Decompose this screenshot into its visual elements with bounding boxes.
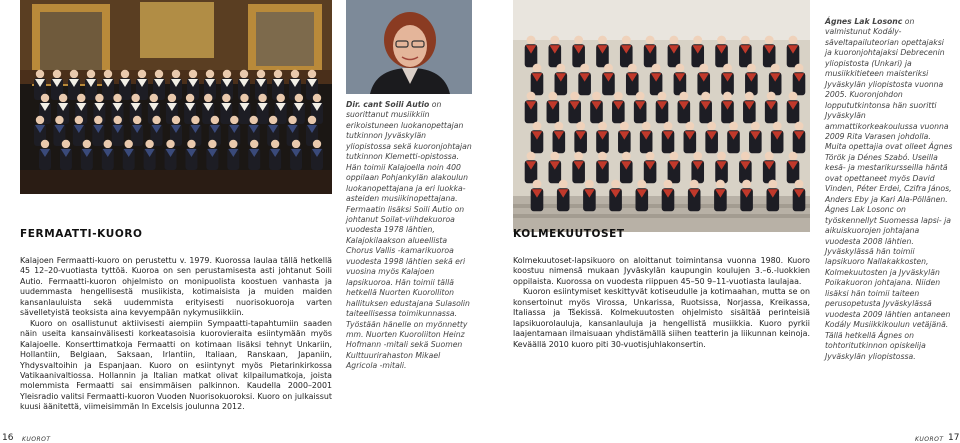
fermaatti-choir-image	[20, 0, 332, 194]
conductor-portrait-photo	[346, 0, 472, 94]
kolmekuutoset-article	[513, 256, 810, 350]
caption-lead-name: Ágnes Lak Losonc	[825, 17, 903, 26]
page-number-right: 17	[948, 433, 960, 443]
kolmekuutoset-paragraph-1: Kolmekuutoset-lapsikuoro on aloittanut toimintansa vuonna 1980. Kuoro koostuu nimensä mukaan Jyväskylän kaupungin koulujen 3.–6.-luokkien oppilaista. Kuorossa on vuodesta riippuen 45–50 9–11-vuotiasta laulajaa.	[513, 256, 810, 286]
kolmekuutoset-paragraph-2: Kuoron esiintymiset keskittyvät kotiseudulle ja kotimaahan, mutta se on konsertoinut myös Virossa, Unkarissa, Ruotsissa, Norjassa, Kreikassa, Italiassa ja Tšekissä. Kolmekuutosten ohjelmisto sisältää perinteisiä lapsikuorolauluja, kansanlauluja ja hengellistä musiikkia. Kuoro pyrkii laajentamaan ilmaisuaan yhdistämällä siihen teatterin ja liikunnan keinoja. Keväällä 2010 kuoro piti 30-vuotisjuhlakonsertin.	[513, 287, 810, 349]
caption-text: on valmistunut Kodály-säveltapailuteorian opettajaksi ja kuoronjohtajaksi Debrecenin yliopistosta (Unkari) ja musiikkitieteen maisteriksi Jyväskylän yliopistosta vuonna 2005. Kuoronjohdon loppututkintonsa hän suoritti Jyväskylän ammattikorkeakoulussa vuonna 2009 Rita Varasen johdolla. Muita opettajia ovat olleet Ágnes Török ja Dénes Szabó. Useilla kesä- ja mestarikursseilla häntä ovat opettaneet myös David Vinden, Péter Erdei, Czifra János, Anders Eby ja Kari Ala-Pöllänen. Ágnes Lak Losonc on työskennellyt Suomessa lapsi- ja aikuiskuorojen johtajana vuodesta 2008 lähtien. Jyväskylässä hän toimii lapsikuoro Nallakakkosten, Kolmekuutosten ja Jyväskylän Poikakuoron johtajana. Niiden lisäksi hän toimii taiteen perusopetusta Jyväskylässä vuodesta 2009 lähtien antaneen Kodály Musiikkikoulun vetäjänä. Tällä hetkellä Ágnes on tohtoritutkinnon opiskelija Jyväskylän yliopistossa.	[825, 17, 953, 361]
kolmekuutoset-choir-photo	[513, 0, 810, 232]
running-head-right: KUOROT	[915, 436, 944, 443]
caption-text: on suorittanut musiikkiin erikoistuneen luokanopettajan tutkinnon Jyväskylän yliopistossa sekä kuoronjohtajan tutkinnon Klemetti-opistossa. Hän toimii Kalajoella noin 400 oppilaan Pohjankylän alakoulun luokanopettajana ja eri luokka-asteiden musiikinopettajana. Fermaatin lisäksi Soili Autio on johtanut Soilat-viihdekuoroa vuodesta 1978 lähtien, Kalajokilaakson alueellista Chorus Vallis -kamarikuoroa vuodesta 1998 lähtien sekä eri vuosina myös Kalajoen lapsikuoroa. Hän toimii tällä hetkellä Nuorten Kuorolliton hallituksen edustajana Sulasolin taiteellisessa toimikunnassa. Työstään hänelle on myönnetty mm. Nuorten Kuoroliiton Heinz Hofmann -mitali sekä Suomen Kulttuurirahaston Mikael Agricola -mitali.	[346, 100, 472, 371]
right-page	[480, 0, 960, 443]
page-number-left: 16	[2, 433, 14, 443]
caption-lead-name: Dir. cant Soili Autio	[346, 100, 430, 109]
agnes-lak-losonc-caption	[825, 17, 953, 362]
fermaatti-article	[20, 256, 332, 413]
fermaatti-paragraph-2: Kuoro on osallistunut aktiivisesti aiempiin Sympaatti-tapahtumiin saaden näin useita kansainvälisesti korkeatasoisia kuorovieraita esiintymään myös Kalajoelle. Konserttimatkoja Fermaatti on kotimaan lisäksi tehnyt Unkariin, Hollantiin, Belgiaan, Saksaan, Irlantiin, Italiaan, Ranskaan, Japaniin, Yhdysvaltoihin ja Espanjaan. Kuoro on esiintynyt myös Pietarinkirkossa Vatikaanivaltiossa. Hollannin ja Italian matkat olivat kilpailumatkoja, joista molemmista Fermaatti sai ensimmäisen palkinnon. Kaudella 2000–2001 Yleisradio valitsi Fermaatti-kuoron Vuoden Nuorisokuoroksi. Kuoro on julkaissut kuusi äänitettä, viimeisimmän In Excelsis joulunna 2012.	[20, 318, 332, 412]
soili-autio-caption	[346, 100, 472, 372]
soili-autio-portrait	[346, 0, 472, 94]
running-head-left: KUOROT	[22, 436, 51, 443]
fermaatti-choir-photo	[20, 0, 332, 194]
kolmekuutoset-heading: KOLMEKUUTOSET	[513, 228, 625, 240]
kolmekuutoset-choir-image	[513, 0, 810, 232]
fermaatti-heading: FERMAATTI-KUORO	[20, 228, 143, 240]
fermaatti-paragraph-1: Kalajoen Fermaatti-kuoro on perustettu v. 1979. Kuorossa laulaa tällä hetkellä 45 12–20-vuotiasta tyttöä. Kuoroa on sen perustamisesta asti johtanut Soili Autio. Fermaatti-kuoron ohjelmisto on monipuolista koostuen vanhasta ja uudemmasta hengellisestä musiikista, kotimaisista ja muiden maiden kansanlauluista sekä uudemmista erityisesti nuorisokuoroja varten sävelletyistä teoksista aina kevyempään nykymusiikkiin.	[20, 256, 332, 318]
